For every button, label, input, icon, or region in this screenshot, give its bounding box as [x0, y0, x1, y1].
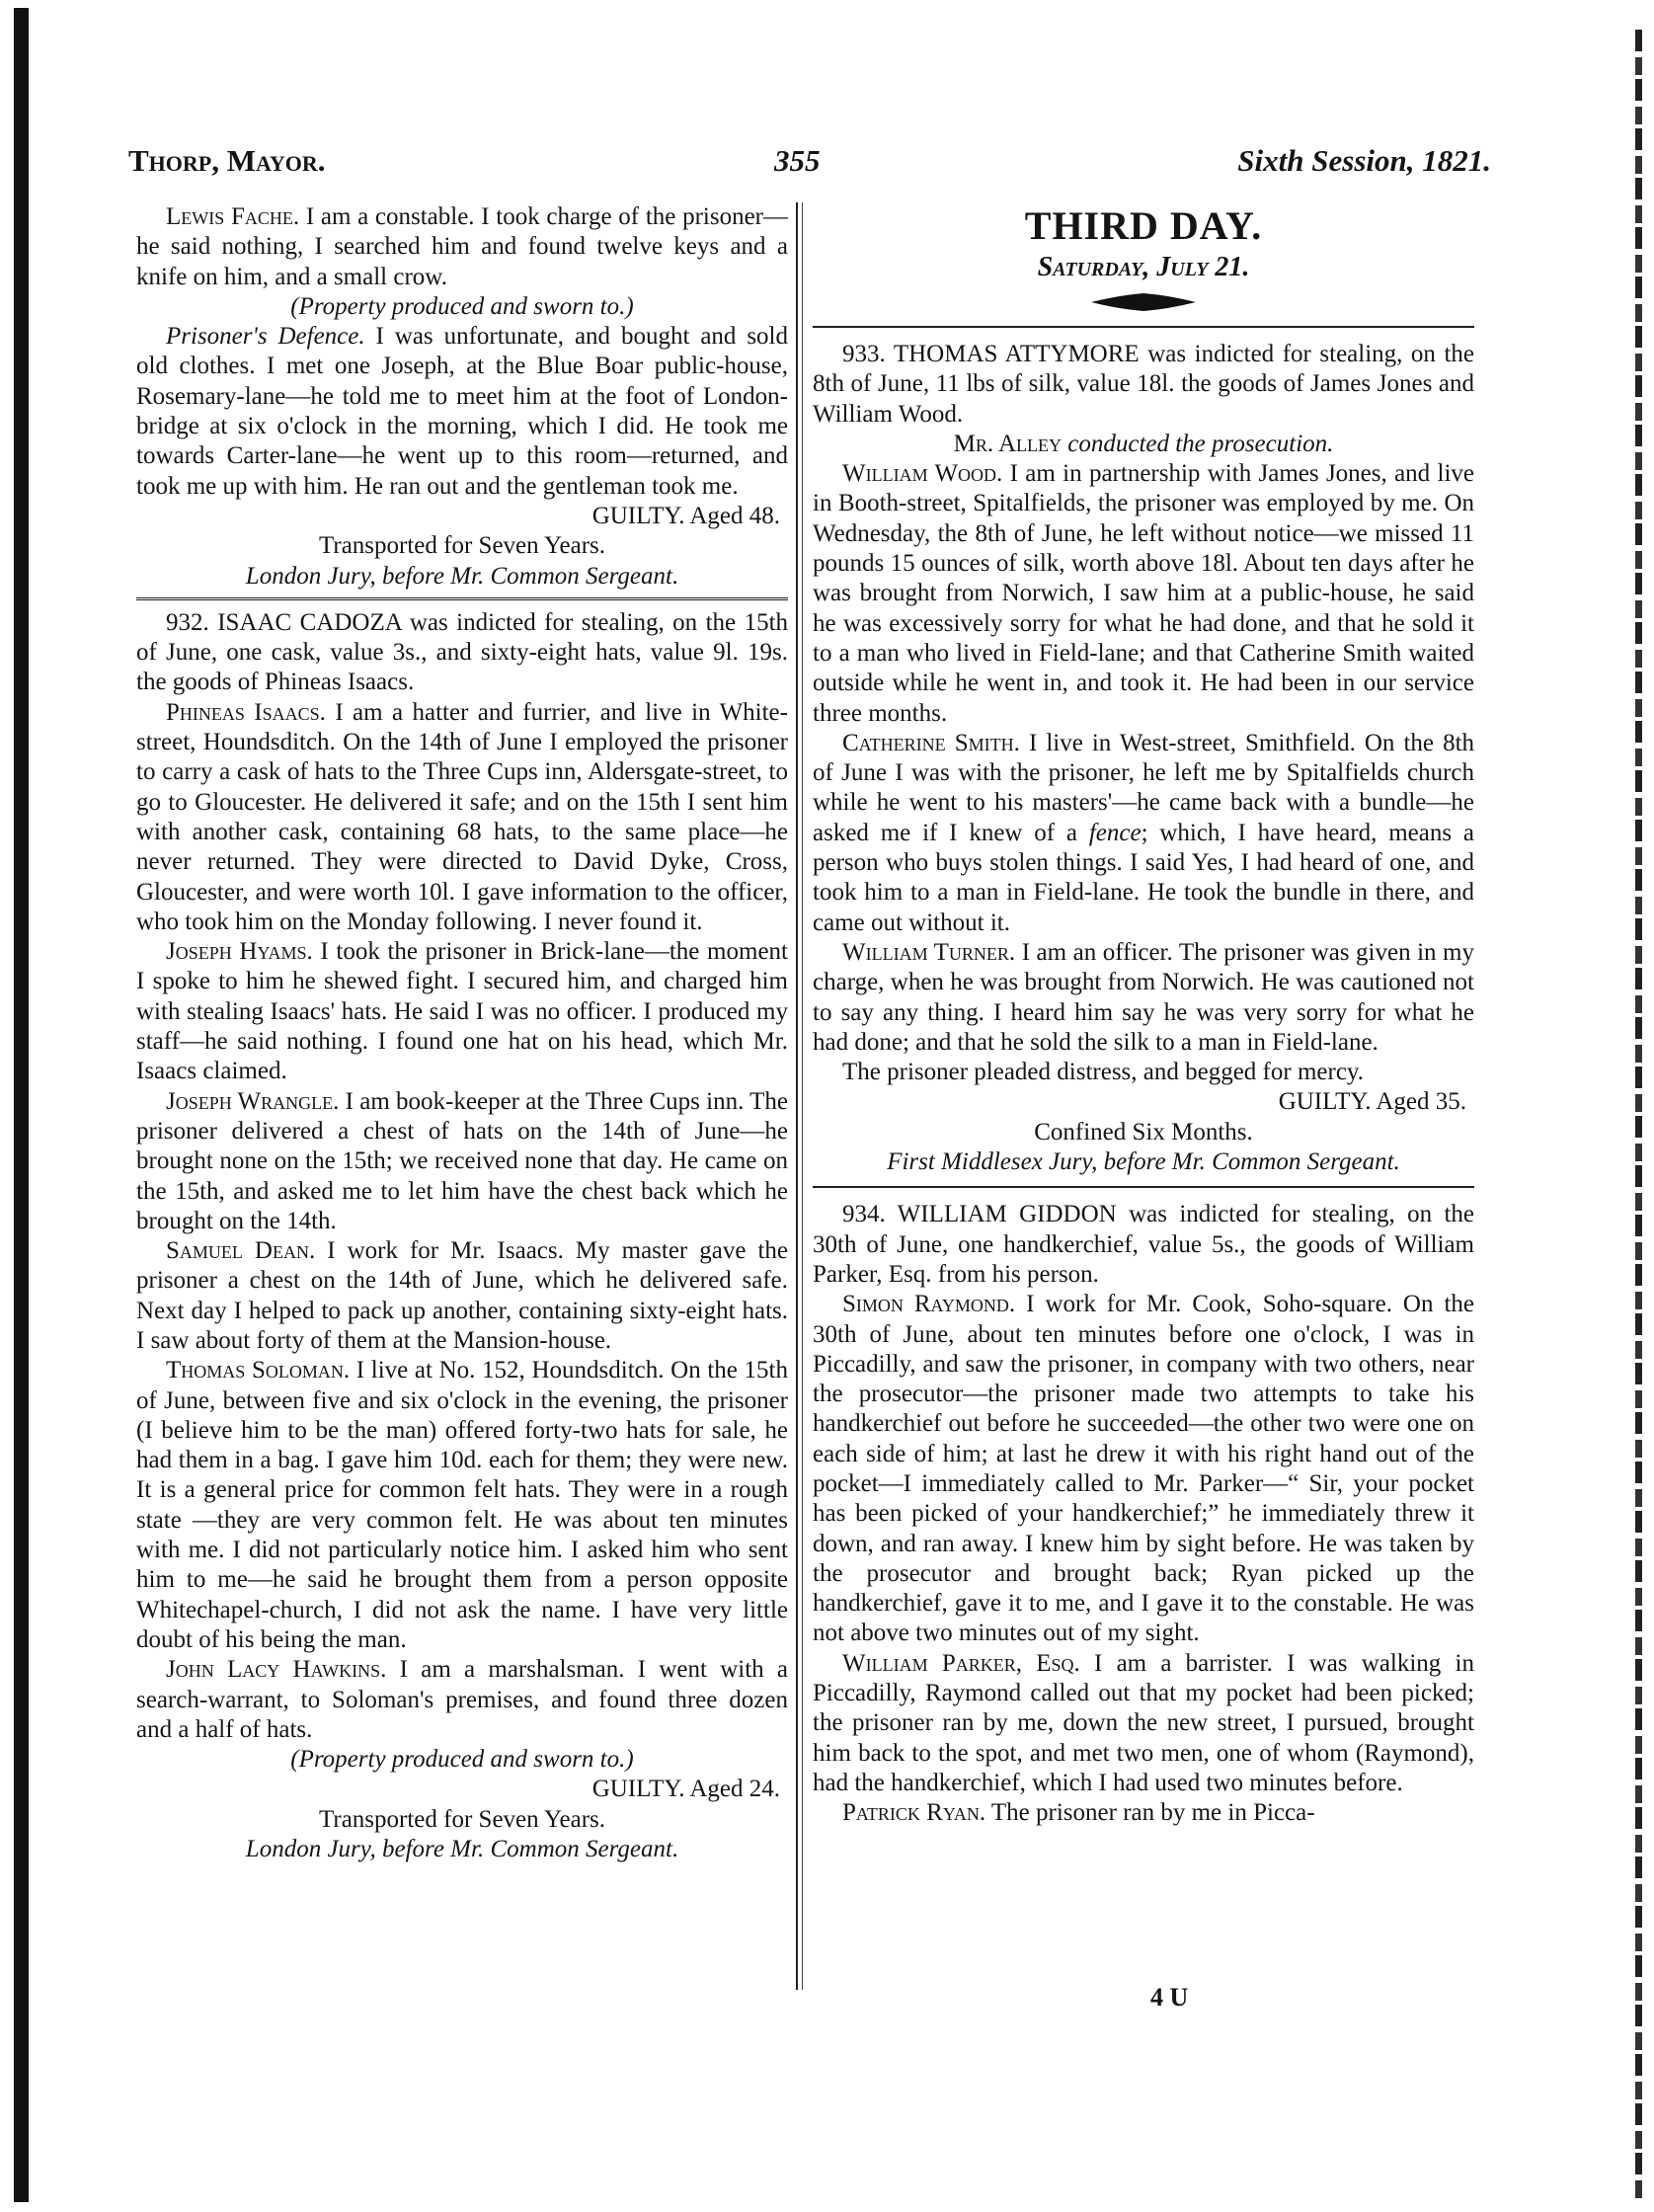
defendant-name: THOMAS ATTYMORE — [893, 341, 1140, 367]
witness-name: Catherine Smith. — [842, 729, 1020, 756]
case-indictment — [813, 340, 1474, 430]
property-note: (Property produced and sworn to.) — [290, 1746, 634, 1774]
case-indictment — [136, 608, 788, 698]
witness-name: Samuel Dean. — [166, 1237, 316, 1265]
witness-name: John Lacy Hawkins. — [166, 1656, 387, 1684]
testimony-text: I work for Mr. Isaacs. My master gave the prisoner a chest on the 14th of June, which he delivered safe. Next day I helped to pack up another, containing sixty-eight hats. I saw about forty of them at the Mansion-house. — [136, 1237, 789, 1354]
plea-line: The prisoner pleaded distress, and begged for mercy. — [842, 1059, 1365, 1086]
verdict: GUILTY. Aged 24. — [591, 1776, 780, 1803]
witness-name: Joseph Hyams. — [166, 938, 313, 966]
column-divider — [796, 202, 803, 1990]
date-heading: Saturday, July 21. — [1037, 252, 1250, 282]
fleuron-ornament-icon — [813, 291, 1474, 317]
testimony-text: I took the prisoner in Brick-lane—the moment I spoke to him he shewed fight. I secured him, and charged him with stealing Isaacs' hats. He said I was no officer. I produced my staff—he said nothing. I found one hat on his head, which Mr. Isaacs claimed. — [136, 938, 788, 1085]
defence-paragraph — [136, 322, 788, 502]
section-rule — [813, 326, 1474, 328]
counsel-line — [813, 430, 1474, 459]
running-head — [128, 143, 1491, 187]
testimony-paragraph — [136, 1236, 788, 1356]
verdict: GUILTY. Aged 48. — [591, 502, 780, 529]
witness-name: Lewis Fache. — [166, 203, 300, 230]
defence-text: I was unfortunate, and bought and sold old clothes. I met one Joseph, at the Blue Boar public-house, Rosemary-lane—he told me to meet him at the foot of London-bridge at six o'clock in the morning, which I did. He took me towards Carter-lane—he went up to this room—returned, and took me up with him. He ran out and the gentleman took me. — [136, 323, 788, 500]
page-number: 355 — [774, 143, 821, 178]
jury-line: London Jury, before Mr. Common Sergeant. — [245, 1836, 679, 1863]
indictment-text: was indicted for stealing, on the 8th of June, 11 lbs of silk, value 18l. the goods of James Jones and William Wood. — [813, 341, 1475, 428]
testimony-paragraph — [136, 1655, 788, 1745]
testimony-text: I am a marshalsman. I went with a search-warrant, to Soloman's premises, and found three dozen and a half of hats. — [136, 1656, 789, 1743]
testimony-paragraph — [813, 1798, 1474, 1828]
testimony-paragraph — [813, 1290, 1474, 1649]
property-note: (Property produced and sworn to.) — [290, 292, 634, 320]
testimony-text: I am in partnership with James Jones, and live in Booth-street, Spitalfields, the prisoner was employed by me. On Wednesday, the 8th of June, he left without notice—we missed 11 pounds 15 ounces of silk, worth above 18l. About ten days after he was brought from Norwich, I saw him at a public-house, he said he was excessively sorry for what he had done, and that he sold it to a man who lived in Field-lane; and that Catherine Smith waited outside while he went in, and took it. He had been in our service three months. — [813, 460, 1475, 727]
signature-mark: 4 U — [1150, 1983, 1189, 2012]
jury-line: London Jury, before Mr. Common Sergeant. — [245, 562, 679, 590]
counsel-text: conducted the prosecution. — [1067, 430, 1334, 457]
case-number: 932. — [166, 608, 209, 636]
witness-name: Patrick Ryan. — [842, 1799, 986, 1827]
testimony-text: The prisoner ran by me in Picca- — [990, 1799, 1315, 1827]
defendant-name: ISAAC CADOZA — [217, 608, 402, 636]
verdict: GUILTY. Aged 35. — [1278, 1088, 1466, 1116]
testimony-paragraph — [136, 698, 788, 937]
testimony-paragraph — [813, 938, 1474, 1058]
testimony-paragraph — [813, 729, 1474, 938]
testimony-text: I am a barrister. I was walking in Piccadilly, Raymond called out that my pocket had been picked; the prisoner ran by me, down the new street, I pursued, brought him back to the spot, and met two men, one of whom (Raymond), had the handkerchief, which I had used two minutes before. — [813, 1649, 1474, 1796]
sentence: Transported for Seven Years. — [318, 1805, 606, 1833]
testimony-text: I am book-keeper at the Three Cups inn. The prisoner delivered a chest of hats on the 14th of June—he brought none on the 15th; we received none that day. He came on the 15th, and asked me to let him have the chest back which he brought on the 14th. — [136, 1087, 789, 1234]
scan-border-right — [1635, 30, 1642, 2202]
fleuron-svg — [1089, 291, 1198, 313]
testimony-paragraph — [136, 1087, 788, 1236]
case-indictment — [813, 1200, 1474, 1290]
sentence: Transported for Seven Years. — [318, 532, 606, 560]
testimony-paragraph — [813, 1649, 1474, 1798]
day-heading: THIRD DAY. — [1024, 203, 1263, 248]
indictment-text: was indicted for stealing, on the 15th of June, one cask, value 3s., and sixty-eight hats, value 9l. 19s. the goods of Phineas Isaacs. — [136, 608, 789, 696]
witness-name: William Wood. — [842, 460, 1003, 488]
case-number: 933. — [842, 341, 886, 367]
testimony-text: ; which, I have heard, means a person who buys stolen things. I said Yes, I had heard of one, and took him to a man in Field-lane. He took the bundle in there, and came out without it. — [813, 819, 1474, 936]
testimony-text: I work for Mr. Cook, Soho-square. On the 30th of June, about ten minutes before one o'clock, I was in Piccadilly, and saw the prisoner, in company with two others, near the prosecutor—the prisoner made two attempts to take his handkerchief out before he succeeded—the other two were one on each side of him; at last he drew it with his right hand out of the pocket—I immediately called to Mr. Parker—“ Sir, your pocket has been picked of your handkerchief;” he immediately threw it down, and ran away. I knew him by sight before. He was taken by the prosecutor and brought back; Ryan picked up the handkerchief, gave it to me, and I gave it to the constable. He was not above two minutes out of my sight. — [813, 1291, 1474, 1647]
testimony-paragraph — [813, 459, 1474, 729]
right-column — [813, 202, 1474, 1829]
indictment-text: was indicted for stealing, on the 30th of June, one handkerchief, value 5s., the goods of William Parker, Esq. from his person. — [813, 1201, 1474, 1288]
witness-name: William Parker, Esq. — [842, 1649, 1080, 1677]
header-left: Thorp, Mayor. — [128, 143, 326, 178]
testimony-text: I live at No. 152, Houndsditch. On the 15th of June, between five and six o'clock in the evening, the prisoner (I believe him to be the man) offered forty-two hats for sale, he had them in a bag. I gave him 10d. each for them; they were new. It is a general price for common felt hats. They were in a rough state —they are very common felt. He was about ten minutes with me. I did not particularly notice him. I asked him who sent him to me—he said he brought them from a person opposite Whitechapel-church, I did not ask the name. I have very little doubt of his being the man. — [136, 1357, 789, 1653]
testimony-text: I am a constable. I took charge of the prisoner—he said nothing, I searched him and found twelve keys and a knife on him, and a small crow. — [136, 203, 788, 290]
scan-border-left — [14, 8, 29, 2202]
testimony-text: I live in West-street, Smithfield. On the 8th of June I was with the prisoner, he left me by Spitalfields church while he went to his masters'—he came back with a bundle—he asked me if I knew of a — [813, 729, 1475, 846]
testimony-text: I am an officer. The prisoner was given in my charge, when he was brought from Norwich. He was cautioned not to say any thing. I heard him say he was very sorry for what he had done; and that he sold the silk to a man in Field-lane. — [813, 938, 1475, 1056]
testimony-paragraph — [136, 1356, 788, 1655]
testimony-paragraph — [136, 937, 788, 1086]
witness-name: Joseph Wrangle. — [166, 1087, 340, 1115]
defence-label: Prisoner's Defence. — [166, 323, 365, 351]
case-divider — [813, 1186, 1474, 1188]
header-right: Sixth Session, 1821. — [1237, 143, 1491, 178]
witness-name: William Turner. — [842, 938, 1016, 966]
jury-line: First Middlesex Jury, before Mr. Common Sergeant. — [887, 1148, 1400, 1176]
witness-name: Phineas Isaacs. — [166, 698, 326, 726]
case-number: 934. — [842, 1201, 886, 1228]
counsel-name: Mr. Alley — [953, 430, 1062, 457]
testimony-paragraph — [136, 202, 788, 292]
witness-name: Simon Raymond. — [842, 1291, 1016, 1318]
testimony-italic-word: fence — [1088, 819, 1142, 846]
witness-name: Thomas Soloman. — [166, 1357, 351, 1384]
testimony-text: I am a hatter and furrier, and live in White-street, Houndsditch. On the 14th of June I employed the prisoner to carry a cask of hats to the Three Cups inn, Aldersgate-street, to go to Gloucester. He delivered it safe; and on the 15th I sent him with another cask, containing 68 hats, to the same place—he never returned. They were directed to David Dyke, Cross, Gloucester, and were worth 10l. I gave information to the officer, who took him on the Monday following. I never found it. — [136, 698, 788, 935]
left-column — [136, 202, 788, 1864]
sentence: Confined Six Months. — [1034, 1118, 1253, 1146]
case-divider — [136, 597, 788, 600]
defendant-name: WILLIAM GIDDON — [897, 1201, 1117, 1228]
